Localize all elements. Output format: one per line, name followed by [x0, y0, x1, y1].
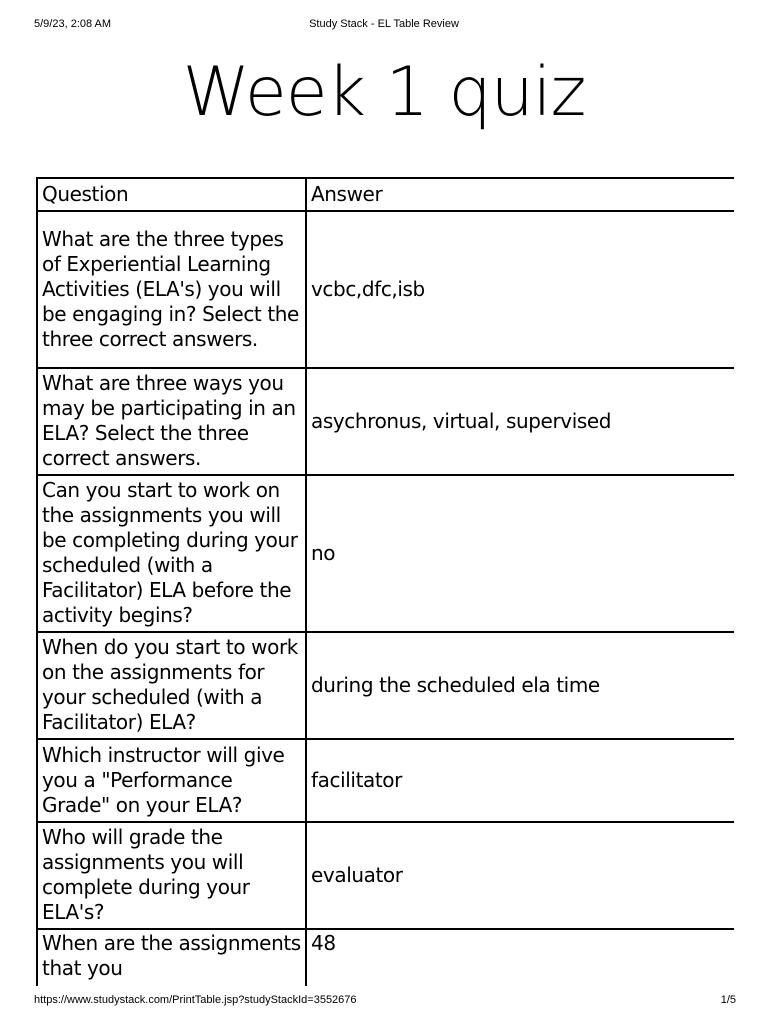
flashcard-table-container	[36, 177, 734, 986]
page-number: 1/5	[720, 994, 736, 1006]
question-cell: Can you start to work on the assignments you will be completing during your scheduled (with a Facilitator) ELA before the activity begins?	[37, 475, 306, 632]
print-header	[0, 0, 768, 50]
page-url: https://www.studystack.com/PrintTable.jsp?studyStackId=3552676	[34, 994, 357, 1006]
table-row	[37, 632, 734, 739]
question-cell: When are the assignments that you	[37, 929, 306, 986]
answer-cell: no	[306, 475, 734, 632]
page-title: Week 1 quiz	[182, 53, 586, 132]
print-datetime: 5/9/23, 2:08 AM	[34, 18, 112, 30]
table-row	[37, 739, 734, 822]
answer-cell: 48	[306, 929, 734, 986]
table-row	[37, 822, 734, 929]
answer-cell: during the scheduled ela time	[306, 632, 734, 739]
table-row	[37, 929, 734, 986]
question-cell: What are three ways you may be participating in an ELA? Select the three correct answers.	[37, 368, 306, 475]
column-header-question: Question	[37, 178, 306, 211]
answer-cell: vcbc,dfc,isb	[306, 211, 734, 368]
answer-cell: evaluator	[306, 822, 734, 929]
answer-cell: facilitator	[306, 739, 734, 822]
question-cell: When do you start to work on the assignments for your scheduled (with a Facilitator) ELA?	[37, 632, 306, 739]
question-cell: What are the three types of Experiential Learning Activities (ELA's) you will be engaging in? Select the three correct answers.	[37, 211, 306, 368]
column-header-answer: Answer	[306, 178, 734, 211]
question-cell: Which instructor will give you a "Performance Grade" on your ELA?	[37, 739, 306, 822]
flashcard-table	[36, 177, 734, 986]
answer-cell: asychronus, virtual, supervised	[306, 368, 734, 475]
document-title: Study Stack - EL Table Review	[309, 18, 459, 30]
table-header-row	[37, 178, 734, 211]
table-row	[37, 475, 734, 632]
table-row	[37, 211, 734, 368]
table-row	[37, 368, 734, 475]
question-cell: Who will grade the assignments you will complete during your ELA's?	[37, 822, 306, 929]
print-footer	[0, 992, 768, 1012]
